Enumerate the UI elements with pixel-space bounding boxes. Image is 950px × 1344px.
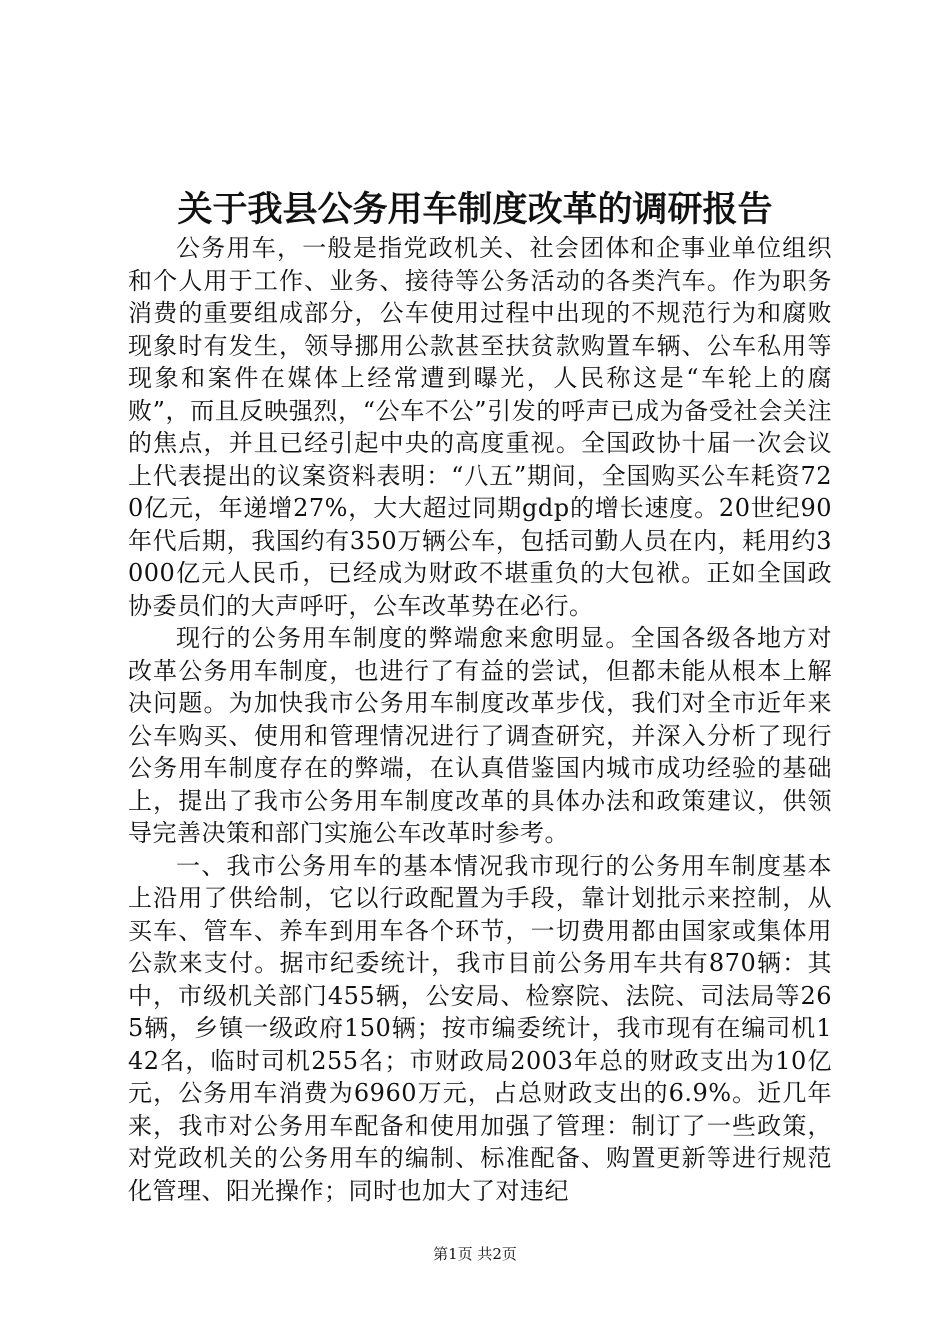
paragraph-purpose: 现行的公务用车制度的弊端愈来愈明显。全国各级各地方对改革公务用车制度，也进行了有益的尝试，但都未能从根本上解决问题。为加快我市公务用车制度改革步伐，我们对全市近年来公车购买、使用和管理情况进行了调查研究，并深入分析了现行公务用车制度存在的弊端，在认真借鉴国内城市成功经验的基础上，提出了我市公务用车制度改革的具体办法和政策建议，供领导完善决策和部门实施公车改革时参考。 [128,624,832,847]
document-title: 关于我县公务用车制度改革的调研报告 [177,189,773,230]
paragraph-intro: 公务用车，一般是指党政机关、社会团体和企事业单位组织和个人用于工作、业务、接待等公务活动的各类汽车。作为职务消费的重要组成部分，公车使用过程中出现的不规范行为和腐败现象时有发生，领导挪用公款甚至扶贫款购置车辆、公车私用等现象和案件在媒体上经常遭到曝光，人民称这是“车轮上的腐败”，而且反映强烈，“公车不公”引发的呼声已成为备受社会关注的焦点，并且已经引起中央的高度重视。全国政协十届一次会议上代表提出的议案资料表明：“八五”期间，全国购买公车耗资720亿元，年递增27%，大大超过同期gdp的增长速度。20世纪90年代后期，我国约有350万辆公车，包括司勤人员在内，耗用约3000亿元人民币，已经成为财政不堪重负的大包袱。正如全国政协委员们的大声呼吁，公车改革势在必行。 [128,234,832,620]
page-number-footer: 第1页 共2页 [433,1245,517,1263]
paragraph-section-one: 一、我市公务用车的基本情况我市现行的公务用车制度基本上沿用了供给制，它以行政配置为手段，靠计划批示来控制，从买车、管车、养车到用车各个环节，一切费用都由国家或集体用公款来支付。据市纪委统计，我市目前公务用车共有870辆：其中，市级机关部门455辆，公安局、检察院、法院、司法局等265辆，乡镇一级政府150辆；按市编委统计，我市现有在编司机142名，临时司机255名；市财政局2003年总的财政支出为10亿元，公务用车消费为6960万元，占总财政支出的6.9%。近几年来，我市对公务用车配备和使用加强了管理：制订了一些政策，对党政机关的公务用车的编制、标准配备、购置更新等进行规范化管理、阳光操作；同时也加大了对违纪 [128,851,832,1205]
document-body [128,232,832,1207]
